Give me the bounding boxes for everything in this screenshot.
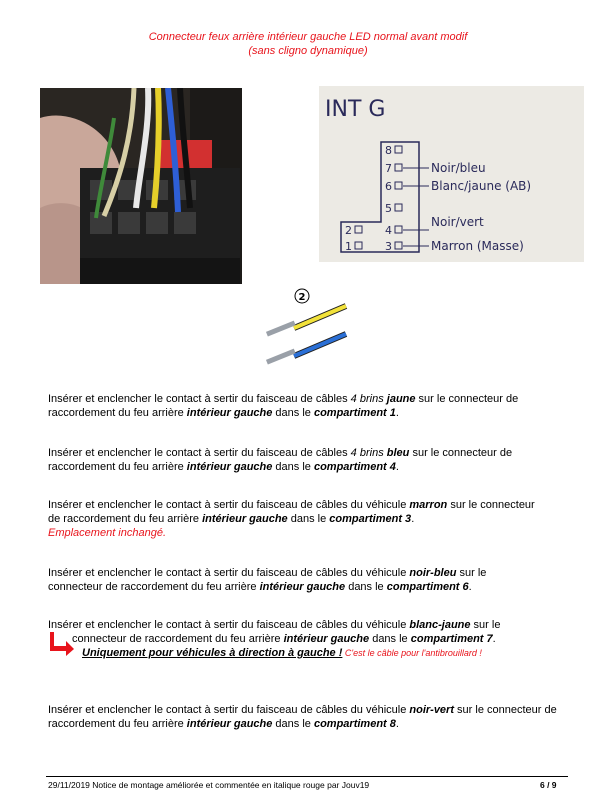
slot-2: 2 (345, 224, 352, 237)
note-unchanged: Emplacement inchangé. (48, 527, 167, 539)
pinout-sketch (319, 86, 584, 262)
instruction-3: Insérer et enclencher le contact à sertir du faisceau de câbles du véhicule marron sur le connecteur de raccordement du feu arrière intérieur gauche dans le compartiment 3. Emplacement inchangé. (48, 499, 535, 539)
footer-divider (46, 776, 568, 777)
warning-left-hand-drive: Uniquement pour véhicules à direction à gauche ! (82, 647, 343, 659)
label-blanc-jaune: Blanc/jaune (AB) (431, 179, 532, 193)
slot-1: 1 (345, 240, 352, 253)
instruction-4: Insérer et enclencher le contact à sertir du faisceau de câbles du véhicule noir-bleu sur le connecteur de raccordement du feu arrière intérieur gauche dans le compartiment 6. (48, 567, 487, 593)
label-noir-vert: Noir/vert (431, 215, 484, 229)
slot-7: 7 (385, 162, 392, 175)
instruction-5: Insérer et enclencher le contact à sertir du faisceau de câbles du véhicule blanc-jaune sur le connecteur de raccordement du feu arrière intérieur gauche dans le compartiment 7. Uniquement pour véhicules à direction à gauche ! C'est le câble pour l'antibrouillard ! (48, 619, 501, 659)
instruction-2: Insérer et enclencher le contact à sertir du faisceau de câbles 4 brins bleu sur le connecteur de raccordement du feu arrière intérieur gauche dans le compartiment 4. (48, 447, 513, 473)
wire-illustration (258, 284, 358, 370)
instruction-6: Insérer et enclencher le contact à sertir du faisceau de câbles du véhicule noir-vert sur le connecteur de raccordement du feu arrière intérieur gauche dans le compartiment 8. (48, 704, 557, 730)
title-line2: (sans cligno dynamique) (248, 45, 368, 57)
note-antibrouillard: C'est le câble pour l'antibrouillard ! (342, 648, 482, 658)
marker-2: 2 (298, 292, 306, 303)
slot-6: 6 (385, 180, 392, 193)
instruction-1: Insérer et enclencher le contact à sertir du faisceau de câbles 4 brins jaune sur le connecteur de raccordement du feu arrière intérieur gauche dans le compartiment 1. (48, 393, 519, 419)
slot-5: 5 (385, 202, 392, 215)
label-noir-bleu: Noir/bleu (431, 161, 486, 175)
slot-4: 4 (385, 224, 392, 237)
connector-photo (40, 88, 242, 284)
slot-8: 8 (385, 144, 392, 157)
title-line1: Connecteur feux arrière intérieur gauche LED normal avant modif (148, 31, 468, 43)
sketch-heading: INT G (325, 97, 386, 122)
page-number: 6 / 9 (540, 780, 557, 790)
label-marron: Marron (Masse) (431, 239, 524, 253)
footer-note: 29/11/2019 Notice de montage améliorée et commentée en italique rouge par Jouv19 (48, 780, 370, 790)
slot-3: 3 (385, 240, 392, 253)
